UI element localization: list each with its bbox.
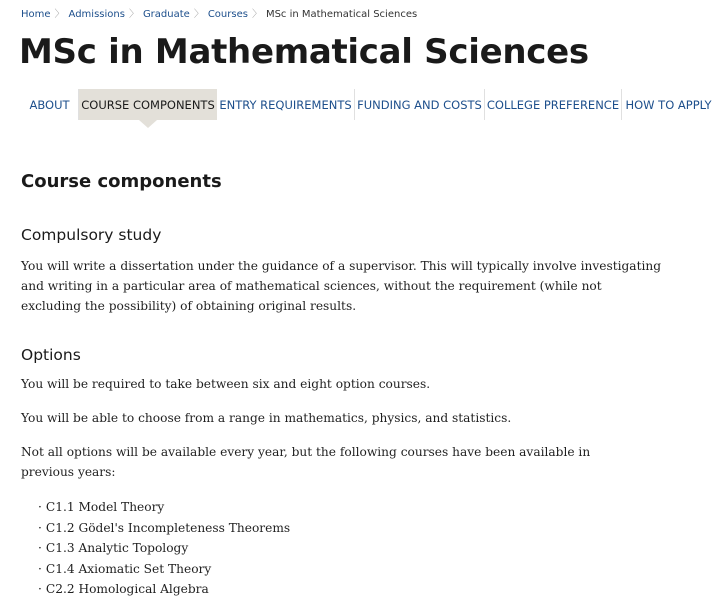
breadcrumb-link-graduate[interactable]: Graduate — [142, 9, 190, 20]
breadcrumb-link-home[interactable]: Home — [21, 9, 51, 20]
course-name: C1.2 Gödel's Incompleteness Theorems — [45, 520, 291, 535]
bullet-icon: · — [38, 520, 42, 535]
course-name: C1.3 Analytic Topology — [45, 541, 189, 555]
page-title: MSc in Mathematical Sciences — [19, 32, 589, 72]
section-heading: Course components — [21, 171, 222, 192]
breadcrumb-current: MSc in Mathematical Sciences — [265, 9, 418, 20]
bullet-icon: · — [38, 500, 42, 514]
tab-about[interactable]: ABOUT — [21, 89, 79, 120]
tab-funding-and-costs[interactable]: FUNDING AND COSTS — [355, 89, 485, 120]
tab-bar — [21, 89, 715, 120]
breadcrumb-separator-icon: 〉 — [128, 9, 139, 20]
tab-how-to-apply[interactable]: HOW TO APPLY — [625, 97, 712, 112]
tab-entry-requirements[interactable]: ENTRY REQUIREMENTS — [217, 89, 355, 120]
options-paragraph-1: You will be required to take between six and eight option courses. — [21, 377, 431, 391]
course-name: C2.2 Homological Algebra — [45, 582, 209, 596]
tab-course-components[interactable]: COURSE COMPONENTS — [79, 89, 217, 120]
compulsory-study-heading: Compulsory study — [21, 226, 162, 244]
breadcrumb — [21, 8, 417, 22]
breadcrumb-separator-icon: 〉 — [251, 9, 262, 20]
breadcrumb-link-admissions[interactable]: Admissions — [68, 9, 125, 20]
breadcrumb-link-courses[interactable]: Courses — [207, 9, 248, 20]
breadcrumb-separator-icon: 〉 — [193, 9, 204, 20]
bullet-icon: · — [38, 561, 42, 576]
breadcrumb-separator-icon: 〉 — [54, 9, 65, 20]
list-item — [38, 579, 290, 600]
bullet-icon: · — [38, 541, 42, 555]
options-heading: Options — [21, 346, 81, 364]
course-name: C1.4 Axiomatic Set Theory — [45, 561, 212, 576]
list-item — [38, 518, 290, 539]
list-item — [38, 497, 290, 518]
course-name: C1.1 Model Theory — [45, 500, 165, 514]
list-item — [38, 559, 290, 580]
list-item — [38, 538, 290, 559]
options-paragraph-2: You will be able to choose from a range in mathematics, physics, and statistics. — [21, 411, 512, 425]
bullet-icon: · — [38, 582, 42, 596]
course-list — [38, 497, 290, 600]
tab-college-preference[interactable]: COLLEGE PREFERENCE — [485, 89, 622, 120]
compulsory-study-text: You will write a dissertation under the guidance of a supervisor. This will typically involve investigating and writing in a particular area of mathematical sciences, without the requirement (while not excluding the possibility) of obtaining original results. — [21, 259, 662, 313]
options-paragraph-3: Not all options will be available every year, but the following courses have been available in previous years: — [21, 445, 591, 479]
